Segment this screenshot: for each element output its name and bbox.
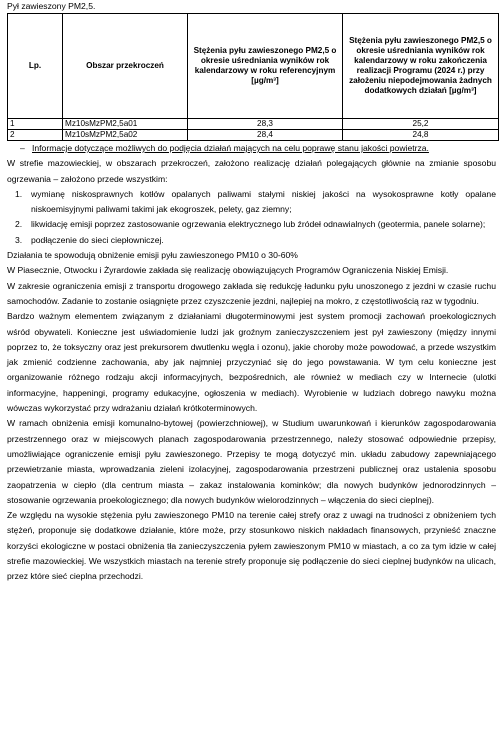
list-item [7, 187, 496, 218]
list-number: 3. [15, 234, 23, 245]
bullet-text: Informacje dotyczące możliwych do podjęcia działań mających na celu poprawę stanu jakości powietrza. [32, 143, 429, 153]
exceedance-table [7, 13, 499, 141]
paragraph: W ramach obniżenia emisji komunalno-bytowej (powierzchniowej), w Studium uwarunkowań i kierunków zagospodarowania przestrzennego oraz w miejscowych planach zagospodarowania przestrzennego, należy stosować odpowiednie przepisy, umożliwiające ograniczenie emisji pyłu zawieszonego. Przepisy te mogą dotyczyć min. układu zabudowy zapewniającego przewietrzanie miasta, wprowadzania zieleni izolacyjnej, zagospodarowania przestrzeni publicznej oraz ustalenia sposobu zaopatrzenia w ciepło (dla centrum miasta – zakaz instalowania kominków; dla nowych budynków jednorodzinnych – stosowanie ogrzewania proekologicznego; dla nowych budynków wielorodzinnych – włączenia do sieci cieplnej). [7, 418, 496, 505]
cell-reference: 28,4 [188, 130, 343, 141]
cell-area: Mz10sMzPM2,5a02 [63, 130, 188, 141]
cell-reference: 28,3 [188, 119, 343, 130]
header-lp: Lp. [8, 14, 63, 119]
header-area: Obszar przekroczeń [63, 14, 188, 119]
cell-lp: 2 [8, 130, 63, 141]
paragraph: W strefie mazowieckiej, w obszarach przekroczeń, założono realizację działań polegających głównie na zmianie sposobu ogrzewania – założono przede wszystkim: [7, 158, 496, 184]
list-item [7, 217, 496, 232]
cell-end: 24,8 [343, 130, 499, 141]
paragraph: W zakresie ograniczenia emisji z transportu drogowego zakłada się redukcję ładunku pyłu unoszonego z jezdni w czasie ruchu samochodów. Zadanie to zostanie osiągnięte przez czyszczenie jezdni, najlepiej na mokro, z częstotliwością raz w tygodniu. [7, 280, 496, 306]
paragraph: Bardzo ważnym elementem związanym z działaniami długoterminowymi jest system promocji zachowań proekologicznych wśród obywateli. Konieczne jest uświadomienie ludzi jak groźnym zanieczyszczeniem jest pył zawieszony (między innymi poprzez to, że toksyczny oraz jest prekursorem dwutlenku węgla i ozonu), jakie choroby może powodować, a przede wszystkim jak zmienić codzienne zachowania, aby jak najmniej przyczyniać się do jego powstawania. W tym celu konieczne jest organizowanie różnego rodzaju akcji informacyjnych, bezpośrednich, ale również w mediach czy w Internecie (ulotki informacyjne, happeningi, programy edukacyjne, ogłoszenia w mediach). Wyrobienie w ludziach dobrego nawyku można wówczas wykorzystać przy wdrażaniu działań krótkoterminowych. [7, 311, 496, 414]
dash-bullet-icon: – [20, 143, 25, 153]
list-item [7, 233, 496, 248]
table-row [8, 119, 499, 130]
header-end-concentration: Stężenia pyłu zawieszonego PM2,5 o okresie uśredniania wyników rok kalendarzowy w roku zakończenia realizacji Programu (2024 r.) przy założeniu niepodejmowania żadnych dodatkowych działań [µg/m³] [343, 14, 499, 119]
list-item-text: likwidację emisji poprzez zastosowanie ogrzewania elektrycznego lub źródeł odnawialnych (geotermia, panele solarne); [31, 219, 486, 230]
list-number: 1. [15, 188, 23, 199]
paragraph: Działania te spowodują obniżenie emisji pyłu zawieszonego PM10 o 30-60% [7, 250, 298, 261]
document-body [7, 141, 496, 585]
list-item-text: podłączenie do sieci ciepłowniczej. [31, 234, 164, 245]
paragraph: Ze względu na wysokie stężenia pyłu zawieszonego PM10 na terenie całej strefy oraz z uwagi na trudności z obniżeniem tych stężeń, proponuje się dodatkowe działanie, które może, przy stosunkowo niskich nakładach finansowych, przynieść znaczne korzyści ekologiczne w postaci obniżenia tła zanieczyszczenia pyłem zawieszonym PM10 w miastach, a co za tym idzie w całej strefie mazowieckiej. We wszystkich miastach na terenie strefy proponuje się podłączenie do sieci cieplnej budynków na ulicach, przez które sieć cieplna przechodzi. [7, 510, 496, 582]
paragraph: W Piasecznie, Otwocku i Żyrardowie zakłada się realizację obowiązujących Programów Ograniczenia Niskiej Emisji. [7, 265, 449, 276]
cell-lp: 1 [8, 119, 63, 130]
bullet-heading [7, 141, 496, 156]
cell-end: 25,2 [343, 119, 499, 130]
table-row [8, 130, 499, 141]
intro-text: Pył zawieszony PM2,5. [7, 1, 96, 11]
header-reference-concentration: Stężenia pyłu zawieszonego PM2,5 o okresie uśredniania wyników rok kalendarzowy w roku referencyjnym [µg/m³] [188, 14, 343, 119]
cell-area: Mz10sMzPM2,5a01 [63, 119, 188, 130]
list-item-text: wymianę niskosprawnych kotłów opalanych paliwami stałymi niskiej jakości na wysokosprawne kotły opalane niskoemisyjnymi paliwami takimi jak ekogroszek, pelety, gaz ziemny; [31, 188, 496, 215]
table-header-row [8, 14, 499, 119]
list-number: 2. [15, 219, 23, 230]
